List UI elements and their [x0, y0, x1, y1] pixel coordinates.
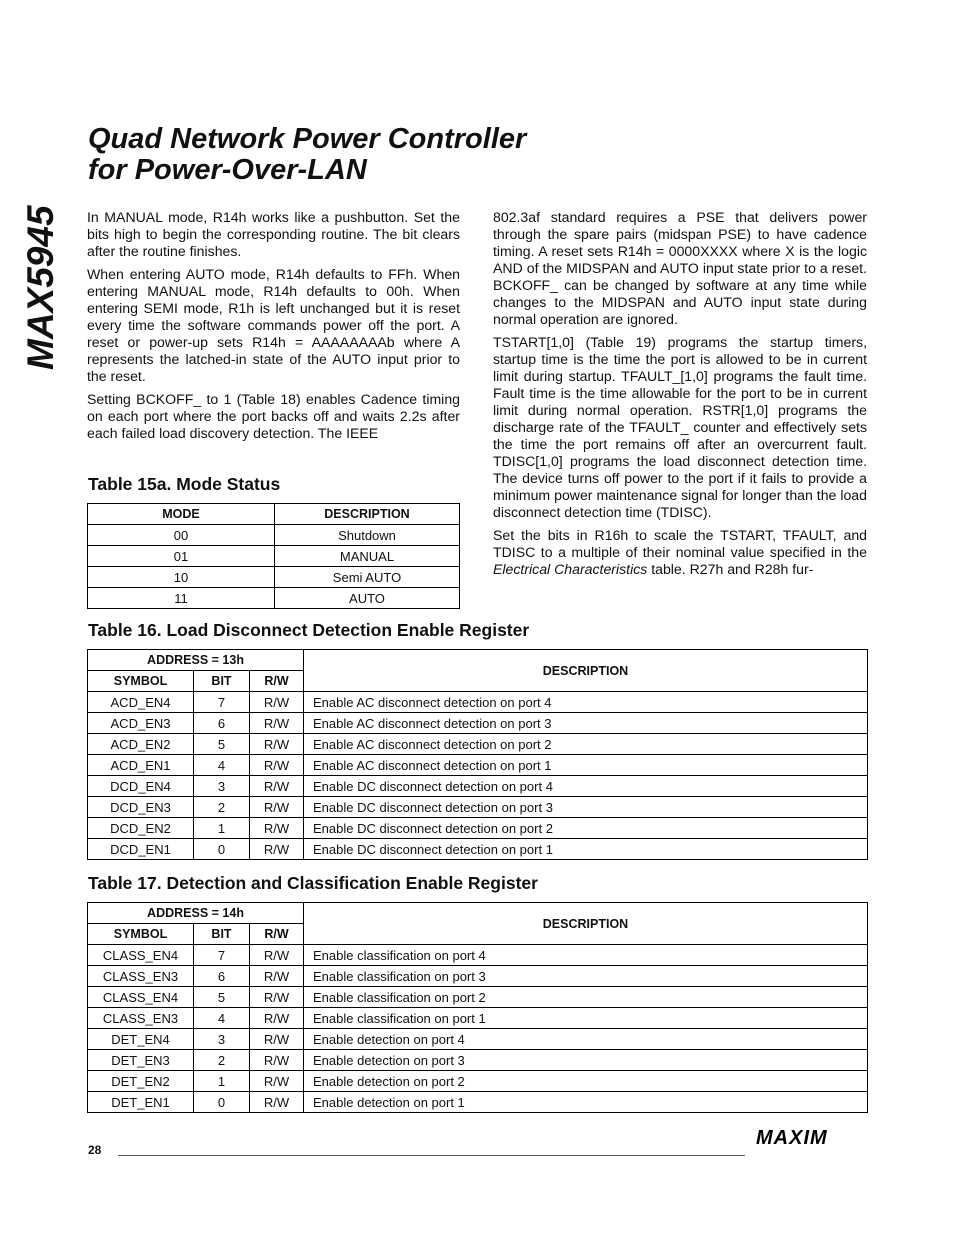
- table-row: [88, 839, 868, 860]
- maxim-logo: [754, 1126, 866, 1148]
- side-part-number: MAX5945: [20, 205, 61, 370]
- table-row: [88, 567, 460, 588]
- italic-reference: Electrical Characteristics: [493, 561, 648, 577]
- bit-cell: 4: [194, 755, 250, 776]
- rw-cell: R/W: [250, 1071, 304, 1092]
- table-row: [88, 692, 868, 713]
- column-header: MODE: [88, 504, 275, 525]
- bit-cell: 1: [194, 818, 250, 839]
- mode-cell: 11: [88, 588, 275, 609]
- bit-cell: 7: [194, 692, 250, 713]
- description-cell: Enable DC disconnect detection on port 2: [304, 818, 868, 839]
- bit-cell: 2: [194, 1050, 250, 1071]
- paragraph: 802.3af standard requires a PSE that delivers power through the spare pairs (midspan PSE) to have cadence timing. A reset sets R14h = 0000XXXX where X is the logic AND of the MIDSPAN and AUTO input state prior to a reset. BCKOFF_ can be changed by software at any time while changes to the MIDSPAN and AUTO input state during normal operation are ignored.: [493, 209, 867, 327]
- address-header: ADDRESS = 13h: [88, 650, 304, 671]
- table-row: [88, 1008, 868, 1029]
- column-header: DESCRIPTION: [275, 504, 460, 525]
- rw-cell: R/W: [250, 734, 304, 755]
- description-cell: Enable classification on port 2: [304, 987, 868, 1008]
- table-row: [88, 1050, 868, 1071]
- mode-cell: 10: [88, 567, 275, 588]
- rw-cell: R/W: [250, 797, 304, 818]
- rw-cell: R/W: [250, 776, 304, 797]
- symbol-cell: ACD_EN1: [88, 755, 194, 776]
- table-row: [88, 1071, 868, 1092]
- left-text-column: [87, 209, 460, 448]
- table-row: [88, 818, 868, 839]
- symbol-cell: ACD_EN4: [88, 692, 194, 713]
- column-header: R/W: [250, 924, 304, 945]
- symbol-cell: CLASS_EN4: [88, 945, 194, 966]
- logo-text: MAXIM: [756, 1127, 828, 1148]
- paragraph-text: table. R27h and R28h fur-: [647, 561, 814, 577]
- symbol-cell: DCD_EN4: [88, 776, 194, 797]
- description-cell: Enable DC disconnect detection on port 3: [304, 797, 868, 818]
- table-row: [88, 945, 868, 966]
- description-cell: Semi AUTO: [275, 567, 460, 588]
- table-row: [88, 797, 868, 818]
- description-cell: Enable AC disconnect detection on port 4: [304, 692, 868, 713]
- symbol-cell: DCD_EN3: [88, 797, 194, 818]
- paragraph: Setting BCKOFF_ to 1 (Table 18) enables Cadence timing on each port where the port backs off and waits 2.2s after each failed load discovery detection. The IEEE: [87, 391, 460, 441]
- rw-cell: R/W: [250, 1008, 304, 1029]
- paragraph: TSTART[1,0] (Table 19) programs the startup timers, startup time is the time the port is allowed to be in current limit during startup. TFAULT_[1,0] programs the fault time. Fault time is the time allowable for the port to be in current limit during normal operation. RSTR[1,0] programs the discharge rate of the TFAULT_ counter and effectively sets the time the port remains off after an overcurrent fault. TDISC[1,0] programs the load disconnect detection time. The device turns off power to the port if it fails to provide a minimum power maintenance signal for longer than the load disconnect detection time (TDISC).: [493, 334, 867, 520]
- rw-cell: R/W: [250, 1050, 304, 1071]
- bit-cell: 1: [194, 1071, 250, 1092]
- column-header: SYMBOL: [88, 671, 194, 692]
- detection-classification-table: [87, 902, 868, 1113]
- bit-cell: 4: [194, 1008, 250, 1029]
- rw-cell: R/W: [250, 987, 304, 1008]
- title-line-1: Quad Network Power Controller: [88, 123, 527, 155]
- footer-divider: [118, 1155, 745, 1156]
- paragraph: In MANUAL mode, R14h works like a pushbutton. Set the bits high to begin the corresponding routine. The bit clears after the routine finishes.: [87, 209, 460, 259]
- title-line-2: for Power-Over-LAN: [88, 154, 367, 186]
- description-cell: Enable DC disconnect detection on port 4: [304, 776, 868, 797]
- symbol-cell: CLASS_EN4: [88, 987, 194, 1008]
- symbol-cell: DET_EN4: [88, 1029, 194, 1050]
- table-row: [88, 1029, 868, 1050]
- column-header: BIT: [194, 924, 250, 945]
- table-row: [88, 713, 868, 734]
- load-disconnect-table: [87, 649, 868, 860]
- bit-cell: 6: [194, 713, 250, 734]
- rw-cell: R/W: [250, 839, 304, 860]
- description-cell: Enable classification on port 1: [304, 1008, 868, 1029]
- description-cell: Enable classification on port 3: [304, 966, 868, 987]
- description-cell: Enable AC disconnect detection on port 3: [304, 713, 868, 734]
- column-header: DESCRIPTION: [304, 650, 868, 692]
- description-cell: Enable AC disconnect detection on port 1: [304, 755, 868, 776]
- rw-cell: R/W: [250, 755, 304, 776]
- description-cell: Enable detection on port 3: [304, 1050, 868, 1071]
- bit-cell: 7: [194, 945, 250, 966]
- symbol-cell: CLASS_EN3: [88, 1008, 194, 1029]
- address-header: ADDRESS = 14h: [88, 903, 304, 924]
- rw-cell: R/W: [250, 1029, 304, 1050]
- table-row: [88, 966, 868, 987]
- table-row: [88, 776, 868, 797]
- description-cell: Shutdown: [275, 525, 460, 546]
- bit-cell: 2: [194, 797, 250, 818]
- column-header: DESCRIPTION: [304, 903, 868, 945]
- symbol-cell: ACD_EN2: [88, 734, 194, 755]
- table-15a-title: Table 15a. Mode Status: [88, 474, 281, 494]
- symbol-cell: DCD_EN1: [88, 839, 194, 860]
- table-17-title: Table 17. Detection and Classification Enable Register: [88, 873, 538, 893]
- bit-cell: 5: [194, 987, 250, 1008]
- table-row: [88, 755, 868, 776]
- paragraph-text: Set the bits in R16h to scale the TSTART, TFAULT, and TDISC to a multiple of their nominal value specified in the: [493, 527, 867, 560]
- paragraph: [493, 527, 867, 578]
- right-text-column: [493, 209, 867, 584]
- rw-cell: R/W: [250, 1092, 304, 1113]
- bit-cell: 3: [194, 776, 250, 797]
- description-cell: AUTO: [275, 588, 460, 609]
- description-cell: Enable detection on port 1: [304, 1092, 868, 1113]
- table-row: [88, 588, 460, 609]
- bit-cell: 0: [194, 1092, 250, 1113]
- symbol-cell: DET_EN1: [88, 1092, 194, 1113]
- page-number: 28: [88, 1143, 102, 1157]
- page-title: [88, 124, 526, 186]
- symbol-cell: ACD_EN3: [88, 713, 194, 734]
- rw-cell: R/W: [250, 713, 304, 734]
- table-row: [88, 987, 868, 1008]
- rw-cell: R/W: [250, 945, 304, 966]
- table-16-title: Table 16. Load Disconnect Detection Enable Register: [88, 620, 530, 640]
- description-cell: Enable detection on port 2: [304, 1071, 868, 1092]
- table-row: [88, 546, 460, 567]
- rw-cell: R/W: [250, 818, 304, 839]
- symbol-cell: DCD_EN2: [88, 818, 194, 839]
- description-cell: MANUAL: [275, 546, 460, 567]
- mode-cell: 01: [88, 546, 275, 567]
- table-row: [88, 1092, 868, 1113]
- mode-status-table: [87, 503, 460, 609]
- bit-cell: 0: [194, 839, 250, 860]
- rw-cell: R/W: [250, 966, 304, 987]
- description-cell: Enable AC disconnect detection on port 2: [304, 734, 868, 755]
- description-cell: Enable DC disconnect detection on port 1: [304, 839, 868, 860]
- bit-cell: 5: [194, 734, 250, 755]
- symbol-cell: DET_EN3: [88, 1050, 194, 1071]
- description-cell: Enable classification on port 4: [304, 945, 868, 966]
- mode-cell: 00: [88, 525, 275, 546]
- bit-cell: 3: [194, 1029, 250, 1050]
- description-cell: Enable detection on port 4: [304, 1029, 868, 1050]
- column-header: BIT: [194, 671, 250, 692]
- column-header: R/W: [250, 671, 304, 692]
- symbol-cell: CLASS_EN3: [88, 966, 194, 987]
- column-header: SYMBOL: [88, 924, 194, 945]
- symbol-cell: DET_EN2: [88, 1071, 194, 1092]
- bit-cell: 6: [194, 966, 250, 987]
- paragraph: When entering AUTO mode, R14h defaults to FFh. When entering MANUAL mode, R14h defaults to 00h. When entering SEMI mode, R1h is left unchanged but it is reset every time the software commands power off the port. A reset or power-up sets R14h = AAAAAAAAb where A represents the latched-in state of the AUTO input prior to the reset.: [87, 266, 460, 384]
- table-row: [88, 734, 868, 755]
- table-row: [88, 525, 460, 546]
- rw-cell: R/W: [250, 692, 304, 713]
